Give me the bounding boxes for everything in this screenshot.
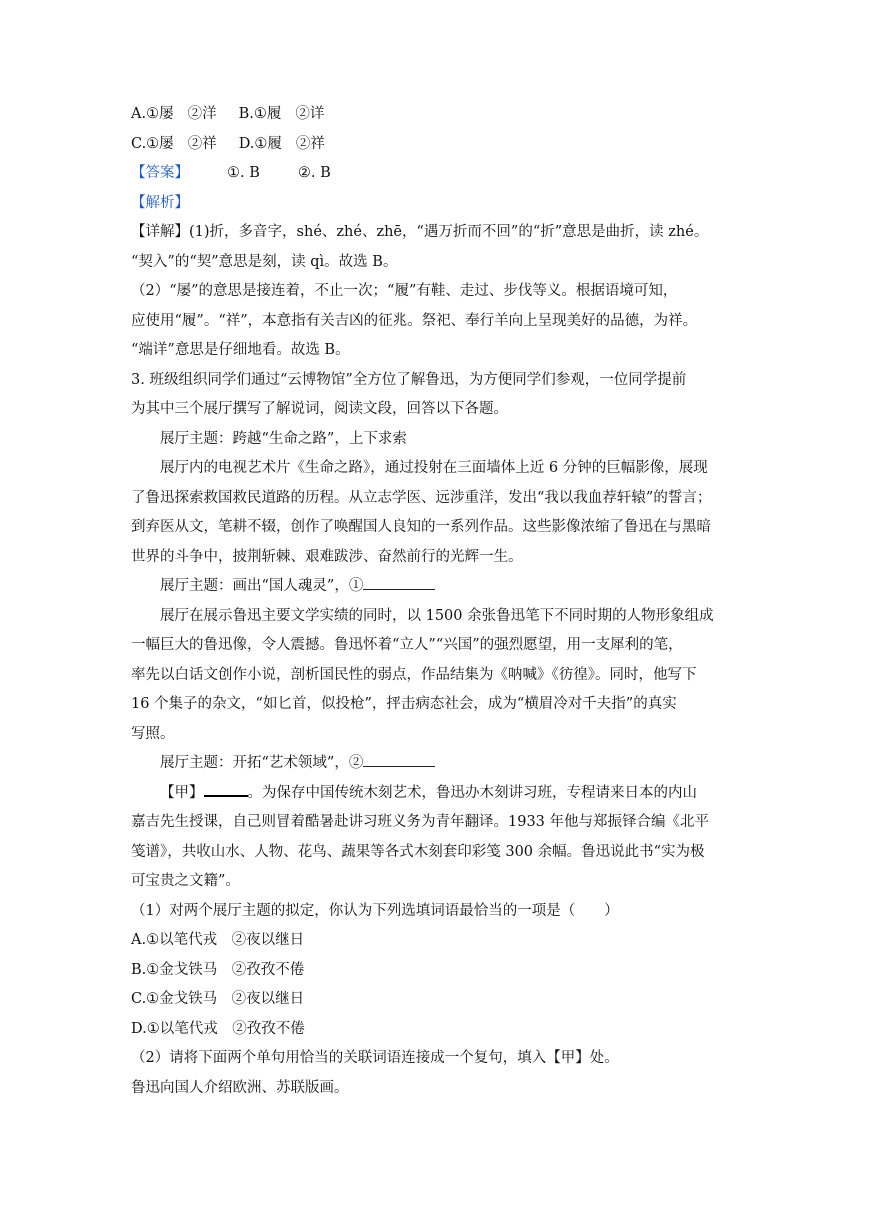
hall-1-para-1: 展厅内的电视艺术片《生命之路》，通过投射在三面墙体上近 6 分钟的巨幅影像，展现 xyxy=(160,460,708,476)
detail-line-4: 应使用“履”。“祥”，本意指有关吉凶的征兆。祭祀、奉行羊向上呈现美好的品德，为祥。 xyxy=(131,312,698,329)
answer-value-2: ②. B xyxy=(297,165,331,181)
option-b-part2: ②详 xyxy=(295,106,325,122)
blank-2 xyxy=(363,752,435,767)
hall-3-para-3: 笺谱》，共收山水、人物、花鸟、蔬果等各式木刻套印彩笺 300 余幅。鲁迅说此书“实为极 xyxy=(131,843,705,860)
hall-1-para-4: 世界的斗争中，披荆斩棘、艰难跋涉、奋然前行的光辉一生。 xyxy=(131,548,523,565)
sub-question-2: （2）请将下面两个单句用恰当的关联词语连接成一个复句，填入【甲】处。 xyxy=(131,1050,619,1066)
hall-2-para-4: 16 个集子的杂文，“如匕首，似投枪”，抨击病态社会，成为“横眉冷对千夫指”的真实 xyxy=(131,696,677,712)
option-d: D.①履 xyxy=(238,135,282,152)
option-b: B.①履 xyxy=(238,106,282,122)
hall-1-para-2: 了鲁迅探索救国救民道路的历程。从立志学医、远涉重洋，发出“我以我血荐轩辕”的誓言； xyxy=(131,489,712,506)
detail-line-1 xyxy=(131,218,741,248)
analysis-label: 【解析】 xyxy=(131,194,189,211)
sub-question-2-sentence: 鲁迅向国人介绍欧洲、苏联版画。 xyxy=(131,1079,349,1096)
option-d-part2: ②祥 xyxy=(295,135,325,152)
analysis-line xyxy=(131,189,741,219)
detail-label: 【详解】 xyxy=(131,224,189,240)
blank-1 xyxy=(363,575,435,590)
choice-a: A.①以笔代戎 ②夜以继日 xyxy=(131,932,305,948)
hall-2-para-1: 展厅在展示鲁迅主要文学实绩的同时，以 1500 余张鲁迅笔下不同时期的人物形象组成 xyxy=(160,607,714,624)
option-c-part2: ②祥 xyxy=(187,135,217,152)
hall-3-para-1 xyxy=(131,779,741,809)
choice-d: D.①以笔代戎 ②孜孜不倦 xyxy=(131,1020,305,1037)
option-c: C.①屡 xyxy=(131,135,174,152)
answer-value-1: ①. B xyxy=(227,165,260,181)
hall-3-title-line xyxy=(131,749,741,779)
question-3-intro-2: 为其中三个展厅撰写了解说词，阅读文段，回答以下各题。 xyxy=(131,401,508,417)
hall-3-para-4: 可宝贵之文籍”。 xyxy=(131,873,240,889)
detail-line-5: “端详”意思是仔细地看。故选 B。 xyxy=(131,342,350,358)
answer-line xyxy=(131,159,741,189)
question-3-intro-1: 3. 班级组织同学们通过“云博物馆”全方位了解鲁迅，为方便同学们参观，一位同学提前 xyxy=(131,371,687,388)
option-a: A.①屡 xyxy=(131,106,174,122)
detail-text-1: (1)折，多音字，shé、zhé、zhē，“遇万折而不回”的“折”意思是曲折，读 zhé。 xyxy=(189,224,709,240)
jia-blank xyxy=(204,781,248,797)
detail-line-2: “契入”的“契”意思是刻，读 qì。故选 B。 xyxy=(131,253,398,270)
option-row-cd xyxy=(131,130,741,160)
answer-label: 【答案】 xyxy=(131,165,189,181)
sub-question-1: （1）对两个展厅主题的拟定，你认为下列选填词语最恰当的一项是（ ） xyxy=(131,902,619,919)
hall-2-title: 展厅主题：画出“国人魂灵”，① xyxy=(160,578,364,594)
detail-line-3: （2）“屡”的意思是接连着，不止一次；“履”有鞋、走过、步伐等义。根据语境可知， xyxy=(131,283,678,299)
hall-2-para-5: 写照。 xyxy=(131,725,175,742)
hall-2-title-line xyxy=(131,572,741,602)
document-page xyxy=(131,100,741,1103)
option-row-ab xyxy=(131,100,741,130)
hall-1-para-3: 到弃医从文，笔耕不辍，创作了唤醒国人良知的一系列作品。这些影像浓缩了鲁迅在与黑暗 xyxy=(131,519,711,535)
option-a-part2: ②洋 xyxy=(187,106,217,122)
hall-2-para-2: 一幅巨大的鲁迅像，令人震撼。鲁迅怀着“立人”“兴国”的强烈愿望，用一支犀利的笔， xyxy=(131,637,683,653)
choice-c: C.①金戈铁马 ②夜以继日 xyxy=(131,991,305,1007)
hall-3-para-2: 嘉吉先生授课，自己则冒着酷暑赴讲习班义务为青年翻译。1933 年他与郑振铎合编《北平 xyxy=(131,814,710,830)
hall-3-title: 展厅主题：开拓“艺术领域”，② xyxy=(160,755,364,771)
hall-2-para-3: 率先以白话文创作小说，剖析国民性的弱点，作品结集为《呐喊》《彷徨》。同时，他写下 xyxy=(131,666,697,683)
hall-1-title: 展厅主题：跨越“生命之路”，上下求索 xyxy=(160,430,407,447)
choice-b: B.①金戈铁马 ②孜孜不倦 xyxy=(131,961,305,978)
jia-label: 【甲】 xyxy=(160,784,204,801)
hall-3-text-1: 。为保存中国传统木刻艺术，鲁迅办木刻讲习班，专程请来日本的内山 xyxy=(247,784,697,801)
